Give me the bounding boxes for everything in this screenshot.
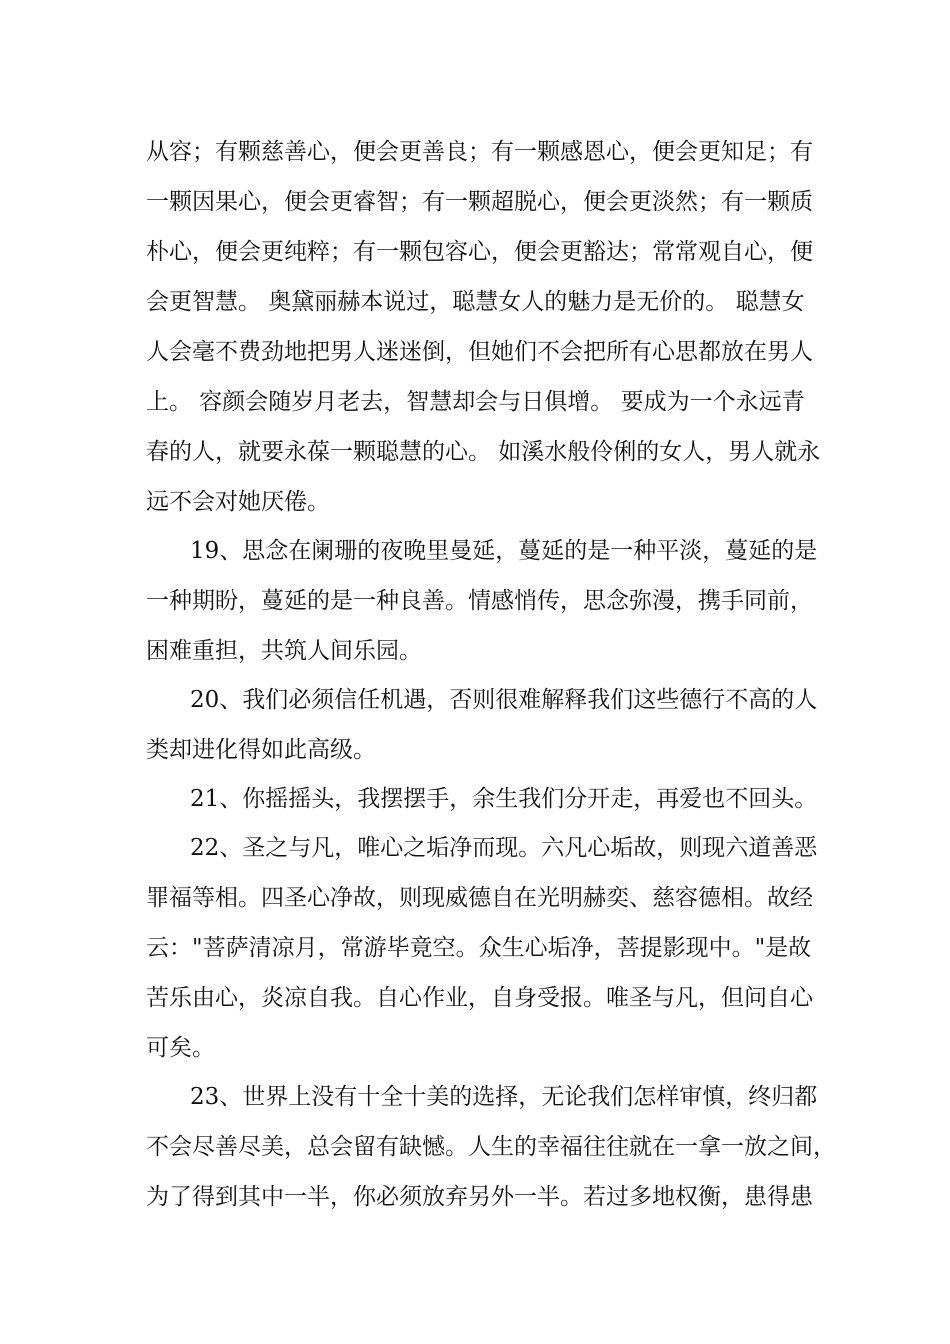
text-line: 会更智慧。 奥黛丽赫本说过，聪慧女人的魅力是无价的。 聪慧女 — [146, 289, 805, 315]
text-line: 不会尽善尽美，总会留有缺憾。人生的幸福往往就在一拿一放之间， — [146, 1134, 836, 1160]
text-line: 春的人，就要永葆一颗聪慧的心。 如溪水般伶俐的女人，男人就永 — [146, 439, 821, 465]
paragraph-19-line: 19、思念在阑珊的夜晚里曼延，蔓延的是一种平淡，蔓延的是 — [190, 538, 818, 564]
text-line: 困难重担，共筑人间乐园。 — [146, 638, 422, 664]
text-line: 远不会对她厌倦。 — [146, 489, 330, 515]
text-line: 朴心，便会更纯粹；有一颗包容心，便会更豁达；常常观自心，便 — [146, 239, 813, 265]
paragraph-23-line: 23、世界上没有十全十美的选择，无论我们怎样审慎，终归都 — [190, 1084, 818, 1110]
text-line: 苦乐由心，炎凉自我。自心作业，自身受报。唯圣与凡，但问自心 — [146, 985, 813, 1011]
paragraph-21-line: 21、你摇摇头，我摆摆手，余生我们分开走，再爱也不回头。 — [190, 786, 818, 812]
text-line: 从容；有颗慈善心，便会更善良；有一颗感恩心，便会更知足；有 — [146, 139, 813, 165]
paragraph-20-line: 20、我们必须信任机遇，否则很难解释我们这些德行不高的人 — [190, 687, 818, 713]
text-line: 为了得到其中一半，你必须放弃另外一半。若过多地权衡，患得患 — [146, 1184, 813, 1210]
text-line: 一颗因果心，便会更睿智；有一颗超脱心，便会更淡然；有一颗质 — [146, 189, 813, 215]
text-line: 可矣。 — [146, 1035, 215, 1061]
paragraph-22-line: 22、圣之与凡，唯心之垢净而现。六凡心垢故，则现六道善恶 — [190, 835, 818, 861]
text-line: 上。 容颜会随岁月老去，智慧却会与日俱增。 要成为一个永远青 — [146, 389, 805, 415]
text-line: 云："菩萨清凉月，常游毕竟空。众生心垢净，菩提影现中。"是故 — [146, 935, 812, 961]
text-line: 罪福等相。四圣心净故，则现威德自在光明赫奕、慈容德相。故经 — [146, 885, 813, 911]
text-line: 类却进化得如此高级。 — [146, 737, 376, 763]
text-line: 一种期盼，蔓延的是一种良善。情感悄传，思念弥漫，携手同前， — [146, 588, 813, 614]
text-line: 人会毫不费劲地把男人迷迷倒，但她们不会把所有心思都放在男人 — [146, 339, 813, 365]
